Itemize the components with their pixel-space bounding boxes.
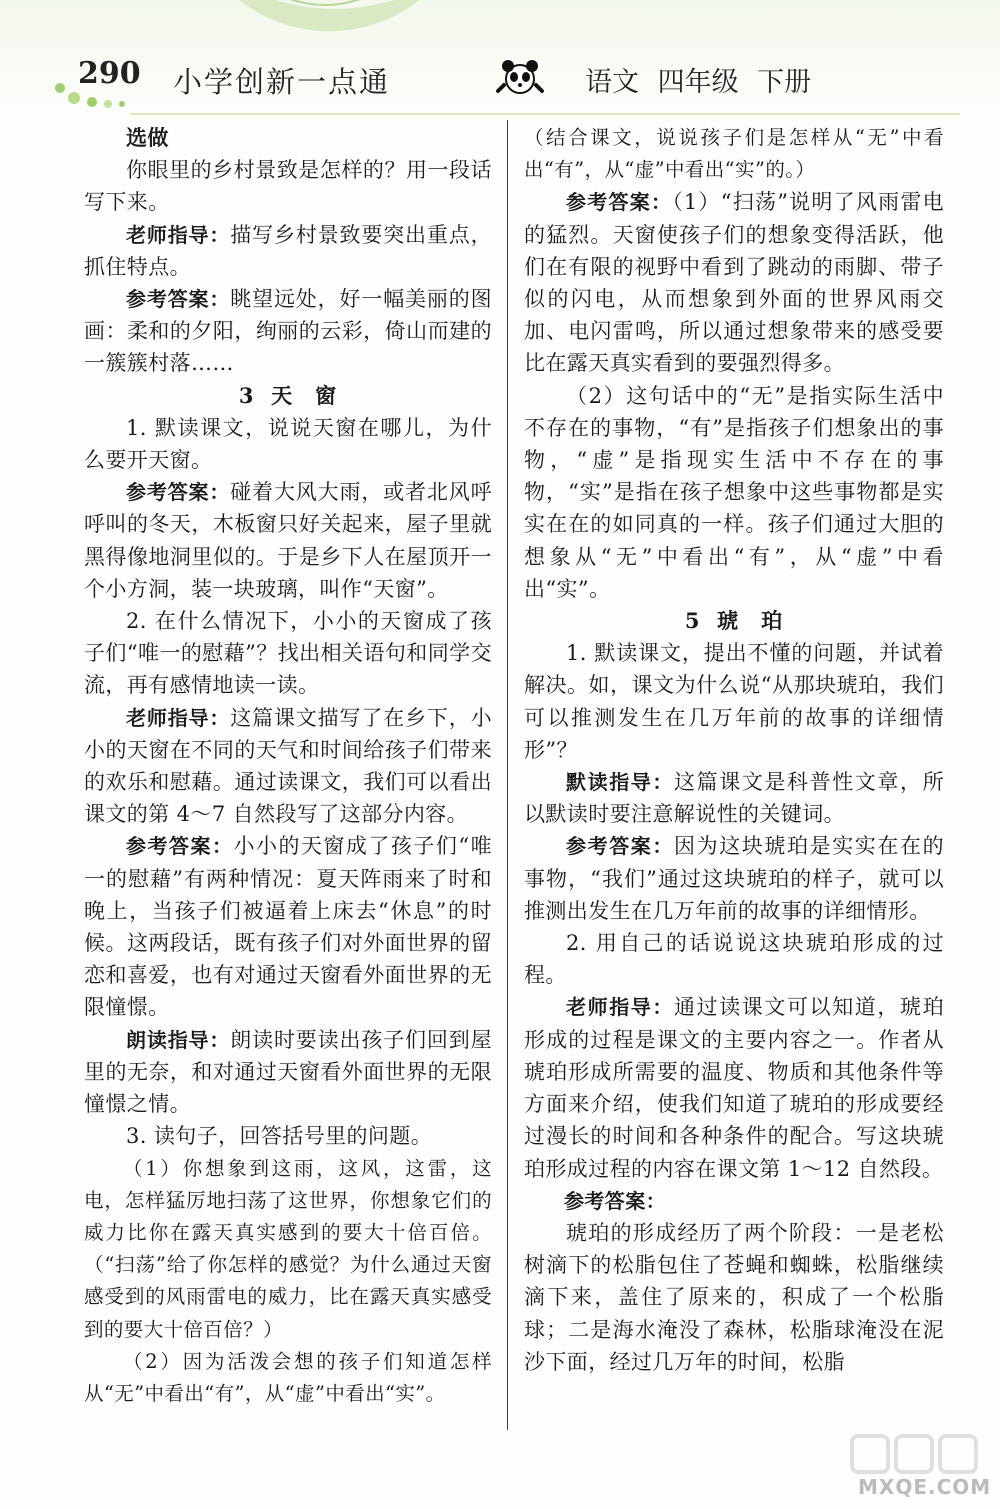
teacher-guidance-5: [524, 991, 944, 1184]
guidance-text: 描写乡村景致要突出重点，抓住特点。: [84, 222, 492, 279]
teacher-guidance-1: [84, 219, 492, 283]
question-3-2: （2）因为活泼会想的孩子们知道怎样从“无”中看出“有”，从“虚”中看出“实”。: [84, 1349, 492, 1405]
question-scenery: 你眼里的乡村景致是怎样的？用一段话写下来。: [84, 158, 492, 215]
answer-label: 参考答案：: [126, 834, 234, 859]
guidance-text: 这篇课文描写了在乡下，小小的天窗在不同的天气和时间给孩子们带来的欢乐和慰藉。通过读课文，我们可以看出课文的第 4～7 自然段写了这部分内容。: [84, 705, 492, 827]
question-1: 1. 默读课文，说说天窗在哪儿，为什么要开天窗。: [84, 415, 492, 473]
section-heading-optional: 选做: [126, 125, 169, 150]
answer-5: [524, 830, 944, 927]
lesson-title: 琥 珀: [717, 608, 784, 634]
right-column: [524, 122, 944, 1378]
answer-4: [524, 186, 944, 379]
question-3-2-continued: （结合课文，说说孩子们是怎样从“无”中看出“有”，从“虚”中看出“实”的。）: [524, 126, 944, 182]
lesson-number: 5: [684, 608, 701, 634]
teacher-guidance-2: [84, 702, 492, 831]
silent-text: 这篇课文是科普性文章，所以默读时要注意解说性的关键词。: [524, 770, 944, 827]
answer-text: 眺望远处，好一幅美丽的图画：柔和的夕阳，绚丽的云彩，倚山而建的一簇簇村落……: [84, 287, 492, 376]
subject-label: 语文 四年级 下册: [585, 67, 812, 98]
silent-label: 默读指导：: [566, 770, 674, 795]
lesson-number: 3: [238, 382, 255, 408]
answer-label: 参考答案：: [566, 834, 674, 859]
answer-4-part-2: （2）这句话中的“无”是指实际生活中不存在的事物，“有”是指孩子们想象出的事物，“虚”是指现实生活中不存在的事物，“实”是指在孩子想象中这些事物都是实实在在的如同真的一样。孩子们通过大胆的想象从“无”中看出“有”，从“虚”中看出“实”。: [524, 383, 944, 601]
teacher-label: 老师指导：: [566, 995, 674, 1020]
reading-text: 朗读时要读出孩子们回到屋里的无奈，和对通过天窗看外面世界的无限憧憬之情。: [84, 1027, 492, 1117]
question-2: 2. 在什么情况下，小小的天窗成了孩子们“唯一的慰藉”？找出相关语句和同学交流，再有感情地读一读。: [84, 609, 492, 698]
question-3: 3. 读句子，回答括号里的问题。: [126, 1124, 433, 1149]
left-column: [84, 122, 492, 1410]
answer-text: （1）“扫荡”说明了风雨雷电的猛烈。天窗使孩子们的想象变得活跃，他们在有限的视野中看到了跳动的雨脚、带子似的闪电，从而想象到外面的世界风雨交加、电闪雷鸣，所以通过想象带来的感受要比在露天真实看到的要强烈得多。: [524, 190, 944, 376]
guidance-text: 通过读课文可以知道，琥珀形成的过程是课文的主要内容之一。作者从琥珀形成所需要的温度、物质和其他条件等方面来介绍，使我们知道了琥珀的形成要经过漫长的时间和各种条件的配合。写这块琥珀形成过程的内容在课文第 1～12 自然段。: [524, 995, 944, 1181]
lesson-5-heading: [524, 605, 944, 637]
answer-1: [84, 283, 492, 380]
lesson-3-heading: [84, 380, 492, 412]
teacher-label: 老师指导：: [126, 705, 231, 730]
column-divider: [507, 120, 508, 1430]
answer-text: 因为这块琥珀是实实在在的事物，“我们”通过这块琥珀的样子，就可以推测出发生在几万年前的故事的详细情形。: [524, 834, 944, 923]
header-rule: [130, 113, 960, 115]
page-number: 290: [78, 56, 141, 91]
lesson-title: 天 窗: [271, 382, 338, 408]
answer-text: 小小的天窗成了孩子们“唯一的慰藉”有两种情况：夏天阵雨来了时和晚上，当孩子们被逼着上床去“休息”的时候。这两段话，既有孩子们对外面世界的留恋和喜爱，也有对通过天窗看外面世界的无限憧憬。: [84, 834, 493, 1020]
answer-3: [84, 830, 492, 1023]
question-3-1: （1）你想象到这雨，这风，这雷，这电，怎样猛厉地扫荡了这世界，你想象它们的威力比你在露天真实感到的要大十倍百倍。（“扫荡”给了你怎样的感觉？为什么通过天窗感受到的风雨雷电的威力，比在露天真实感受到的要大十倍百倍？）: [84, 1156, 492, 1341]
book-title: 小学创新一点通: [173, 65, 391, 99]
answer-label: 参考答案：: [126, 480, 231, 505]
answer-label: 参考答案：: [126, 287, 231, 312]
answer-text: 碰着大风大雨，或者北风呼呼叫的冬天，木板窗只好关起来，屋子里就黑得像地洞里似的。于是乡下人在屋顶开一个小方洞，装一块玻璃，叫作“天窗”。: [84, 480, 492, 601]
panda-mascot-icon: [490, 55, 550, 101]
leaf-decoration-icon: [210, 0, 440, 50]
teacher-label: 老师指导：: [126, 222, 231, 247]
question-5-1: 1. 默读课文，提出不懂的问题，并试着解决。如，课文为什么说“从那块琥珀，我们可以推测发生在几万年前的故事的详细情形”？: [524, 641, 944, 762]
answer-2: [84, 476, 492, 605]
answer-label-standalone: 参考答案：: [564, 1188, 666, 1213]
answer-label: 参考答案：: [566, 190, 673, 215]
watermark-text: MXQE.COM: [858, 1475, 992, 1499]
answer-6: 琥珀的形成经历了两个阶段：一是老松树滴下的松脂包住了苍蝇和蜘蛛，松脂继续滴下来，盖住了原来的，积成了一个松脂球；二是海水淹没了森林，松脂球淹没在泥沙下面，经过几万年的时间，松脂: [524, 1220, 944, 1374]
reading-label: 朗读指导：: [126, 1027, 231, 1052]
silent-reading-guidance: [524, 766, 944, 830]
question-5-2: 2. 用自己的话说说这块琥珀形成的过程。: [524, 931, 944, 988]
reading-guidance: [84, 1024, 492, 1121]
